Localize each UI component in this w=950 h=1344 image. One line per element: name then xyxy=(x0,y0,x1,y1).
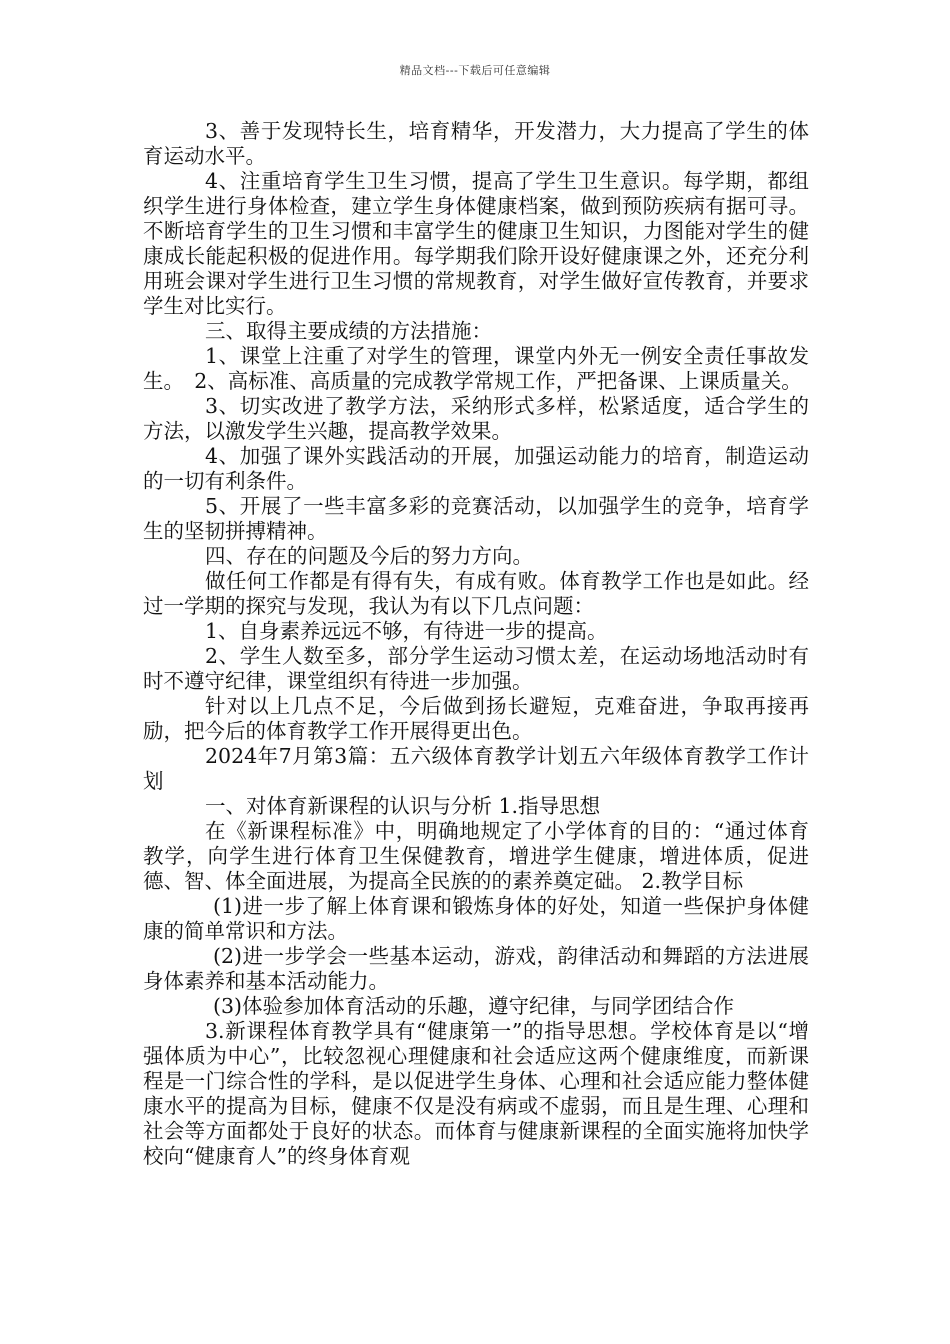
paragraph-problem-1: 1、自身素养远远不够，有待进一步的提高。 xyxy=(205,619,608,643)
paragraph-method-1-2: 1、课堂上注重了对学生的管理，课堂内外无一例安全责任事故发生。 2、高标准、高质量的完成教学常规工作，严把备课、上课质量关。 xyxy=(143,344,809,393)
paragraph-point-4-hygiene: 4、注重培育学生卫生习惯，提高了学生卫生意识。每学期，都组织学生进行身体检查，建立学生身体健康档案，做到预防疾病有据可寻。不断培育学生的卫生习惯和丰富学生的健康卫生知识，力图能对学生的健康成长能起积极的促进作用。每学期我们除开设好健康课之外，还充分利用班会课对学生进行卫生习惯的常规教育，对学生做好宣传教育，并要求学生对比实行。 xyxy=(143,169,809,318)
section-heading-3-methods: 三、取得主要成绩的方法措施： xyxy=(205,319,492,343)
paragraph-goal-3: (3)体验参加体育活动的乐趣，遵守纪律，与同学团结合作 xyxy=(213,994,735,1018)
document-body xyxy=(143,119,809,1169)
paragraph-conclusion: 针对以上几点不足，今后做到扬长避短，克难奋进，争取再接再励，把今后的体育教学工作开展得更出色。 xyxy=(143,694,809,743)
paragraph-goal-2: (2)进一步学会一些基本运动，游戏，韵律活动和舞蹈的方法进展身体素养和基本活动能力。 xyxy=(143,944,809,993)
section-heading-4-problems: 四、存在的问题及今后的努力方向。 xyxy=(205,544,533,568)
paragraph-method-4: 4、加强了课外实践活动的开展，加强运动能力的培育，制造运动的一切有利条件。 xyxy=(143,444,809,493)
paragraph-point-3-talent: 3、善于发现特长生，培育精华，开发潜力，大力提高了学生的体育运动水平。 xyxy=(143,119,809,168)
paragraph-health-first: 3.新课程体育教学具有“健康第一”的指导思想。学校体育是以“增强体质为中心”，比较忽视心理健康和社会适应这两个健康维度，而新课程是一门综合性的学科，是以促进学生身体、心理和社会适应能力整体健康水平的提高为目标，健康不仅是没有病或不虚弱，而且是生理、心理和社会等方面都处于良好的状态。而体育与健康新课程的全面实施将加快学校向“健康育人”的终身体育观 xyxy=(143,1019,809,1168)
paragraph-method-5: 5、开展了一些丰富多彩的竞赛活动，以加强学生的竞争，培育学生的坚韧拼搏精神。 xyxy=(143,494,809,543)
paragraph-problem-2: 2、学生人数至多，部分学生运动习惯太差，在运动场地活动时有时不遵守纪律，课堂组织有待进一步加强。 xyxy=(143,644,809,693)
paragraph-curriculum-standard: 在《新课程标准》中，明确地规定了小学体育的目的：“通过体育教学，向学生进行体育卫生保健教育，增进学生健康，增进体质，促进德、智、体全面进展，为提高全民族的的素养奠定础。 2.教学目标 xyxy=(143,819,809,893)
page-header: 精品文档---下载后可任意编辑 xyxy=(399,64,551,77)
paragraph-goal-1: (1)进一步了解上体育课和锻炼身体的好处，知道一些保护身体健康的简单常识和方法。 xyxy=(143,894,809,943)
section-heading-1-understanding: 一、对体育新课程的认识与分析 1.指导思想 xyxy=(205,794,601,818)
paragraph-date-and-title: 2024年7月第3篇：五六级体育教学计划五六年级体育教学工作计划 xyxy=(143,744,809,793)
paragraph-method-3: 3、切实改进了教学方法，采纳形式多样，松紧适度，适合学生的方法，以激发学生兴趣，提高教学效果。 xyxy=(143,394,809,443)
paragraph-problems-intro: 做任何工作都是有得有失，有成有败。体育教学工作也是如此。经过一学期的探究与发现，我认为有以下几点问题： xyxy=(143,569,809,618)
